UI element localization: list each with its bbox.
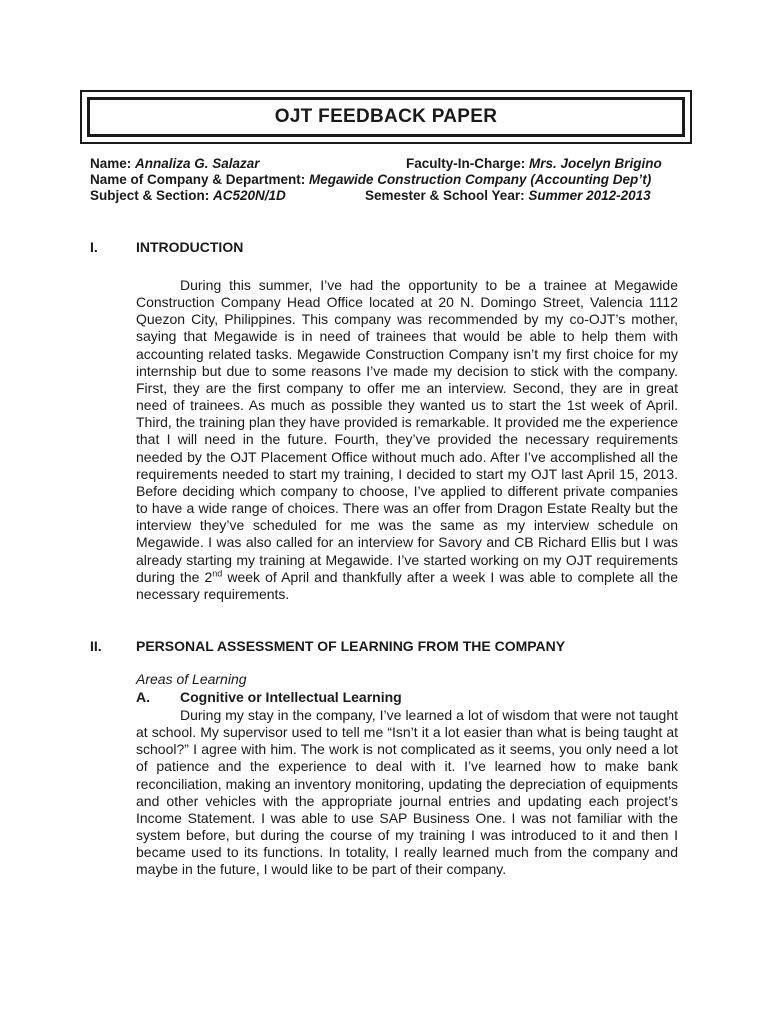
section-1-number: I. (90, 239, 98, 255)
cognitive-paragraph: During my stay in the company, I’ve learned a lot of wisdom that were not taught at school. My supervisor used to tell me “Isn’t it a lot easier than what is being taught at school?” I agree with him. The work is not complicated as it seems, you only need a lot of patience and the experience to deal with it. I’ve learned how to make bank reconciliation, making an inventory monitoring, updating the depreciation of equipments and other vehicles with the appropriate journal entries and updating each project’s Income Statement. I was able to use SAP Business One. I was not familiar with the system before, but during the course of my training I was introduced to it and then I became used to its functions. In totality, I really learned much from the company and maybe in the future, I would like to be part of their company. (136, 707, 678, 878)
name-value: Annaliza G. Salazar (135, 156, 260, 171)
meta-row-company (90, 172, 651, 187)
subsection-a-title: Cognitive or Intellectual Learning (180, 689, 402, 705)
intro-superscript: nd (212, 568, 223, 578)
section-1-heading: INTRODUCTION (136, 239, 244, 255)
subject-value: AC520N/1D (213, 188, 286, 203)
faculty-label: Faculty-In-Charge: (406, 156, 530, 171)
semester-label: Semester & School Year: (365, 188, 529, 203)
subsection-a-letter: A. (136, 689, 150, 705)
semester-field (365, 188, 651, 203)
section-2-heading: PERSONAL ASSESSMENT OF LEARNING FROM THE COMPANY (136, 638, 566, 654)
faculty-value: Mrs. Jocelyn Brigino (529, 156, 662, 171)
intro-paragraph (136, 277, 678, 603)
areas-of-learning-label: Areas of Learning (136, 671, 247, 687)
title-box (80, 90, 692, 144)
name-label: Name: (90, 156, 136, 171)
company-value: Megawide Construction Company (Accounting Dep’t) (309, 172, 652, 187)
meta-row-name (90, 156, 662, 171)
meta-row-subject (90, 188, 651, 203)
faculty-field (406, 156, 662, 171)
title-box-inner (87, 97, 685, 137)
section-2-number: II. (90, 638, 102, 654)
company-label: Name of Company & Department: (90, 172, 310, 187)
intro-text-b: week of April and thankfully after a week I was able to complete all the necessary requirements. (136, 568, 678, 602)
semester-value: Summer 2012-2013 (528, 188, 651, 203)
intro-text-a: During this summer, I’ve had the opportunity to be a trainee at Megawide Construction Company Head Office located at 20 N. Domingo Street, Valencia 1112 Quezon City, Philippines. This company was recommended by my co-OJT’s mother, saying that Megawide is in need of trainees that would be able to help them with accounting related tasks. Megawide Construction Company isn’t my first choice for my internship but due to some reasons I’ve made my decision to stick with the company. First, they are the first company to offer me an interview. Second, they are in great need of trainees. As much as possible they wanted us to start the 1st week of April. Third, the training plan they have provided is remarkable. It provided me the experience that I will need in the future. Fourth, they’ve provided the necessary requirements needed by the OJT Placement Office without much ado. After I’ve accomplished all the requirements needed to start my training, I decided to start my OJT last April 15, 2013. Before deciding which company to choose, I’ve applied to different private companies to have a wide range of choices. There was an offer from Dragon Estate Realty but the interview they’ve scheduled for me was the same as my interview schedule on Megawide. I was also called for an interview for Savory and CB Richard Ellis but I was already starting my training at Megawide. I’ve started working on my OJT requirements during the 2 (136, 277, 678, 585)
page-title: OJT FEEDBACK PAPER (274, 106, 498, 127)
subject-label: Subject & Section: (90, 188, 214, 203)
